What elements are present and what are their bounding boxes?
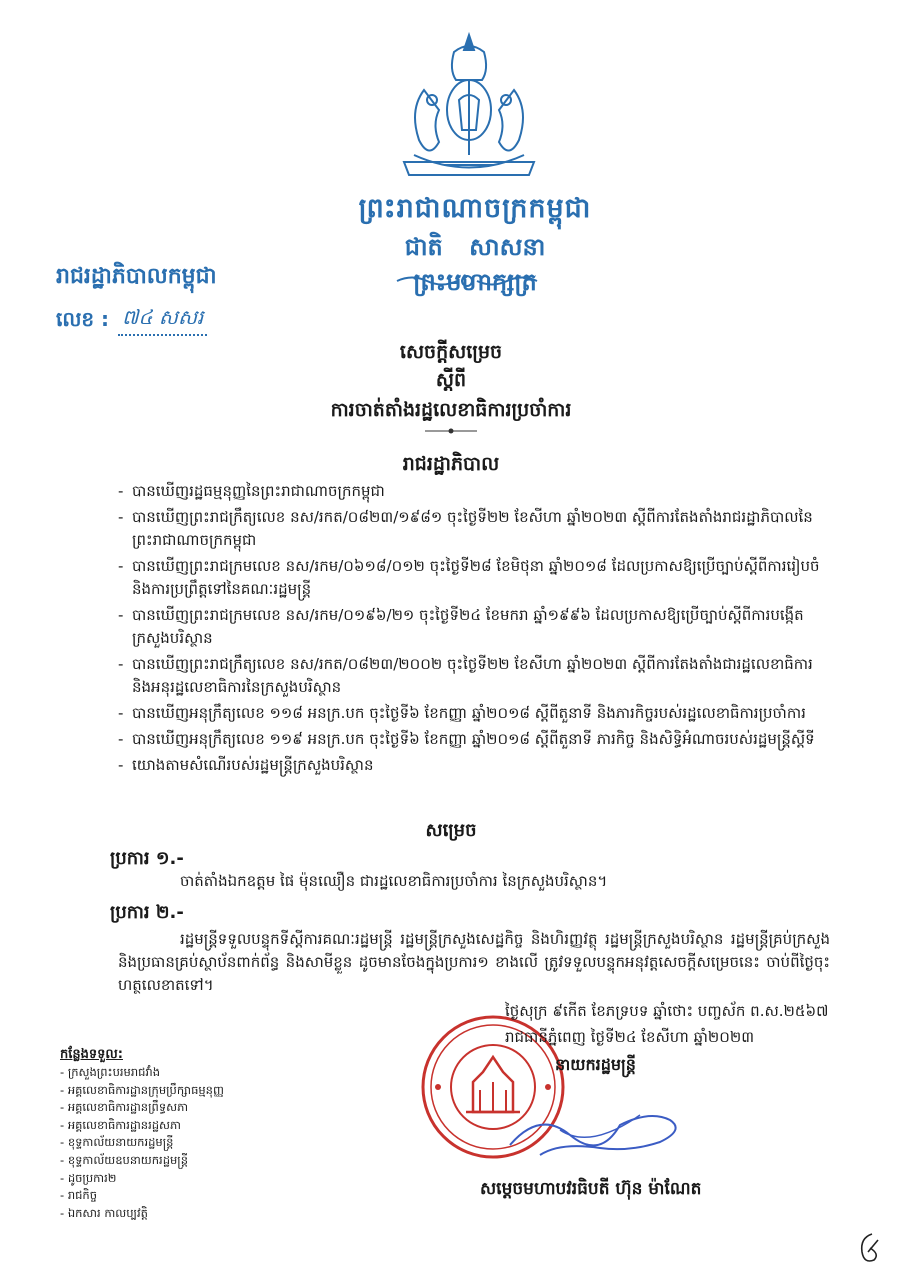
issuer-name: រាជរដ្ឋាភិបាលកម្ពុជា <box>56 264 217 289</box>
ornament-divider-icon <box>392 272 542 290</box>
recipient-item: - អគ្គលេខាធិការដ្ឋានក្រុមប្រឹក្សាធម្មនុញ្ញ <box>60 1082 224 1100</box>
recipient-item: - ក្រសួងព្រះបរមរាជវាំង <box>60 1064 224 1082</box>
signer-position: នាយករដ្ឋមន្ត្រី <box>555 1055 636 1074</box>
initial-mark <box>854 1230 882 1268</box>
recipient-item: - អគ្គលេខាធិការដ្ឋានព្រឹទ្ធសភា <box>60 1099 224 1117</box>
document-on: ស្តីពី <box>435 369 467 391</box>
considerations-list <box>118 480 838 780</box>
lunar-date: ថ្ងៃសុក្រ ៩កើត ខែភទ្របទ ឆ្នាំថោះ បញ្ចស័ក ព.ស.២៥៦៧ <box>505 1002 829 1020</box>
recipients-heading: កន្លែងទទួល: <box>60 1047 123 1062</box>
consideration-item: - បានឃើញរដ្ឋធម្មនុញ្ញនៃព្រះរាជាណាចក្រកម្ពុជា <box>118 480 838 503</box>
recipient-item: - ខុទ្ទកាល័យនាយករដ្ឋមន្ត្រី <box>60 1134 224 1152</box>
document-subject: ការចាត់តាំងរដ្ឋលេខាធិការប្រចាំការ <box>330 399 572 421</box>
recipient-item: - ខុទ្ទកាល័យឧបនាយករដ្ឋមន្ត្រី <box>60 1152 224 1170</box>
article-2-label: ប្រការ ២.- <box>110 902 184 923</box>
handwritten-signature <box>500 1090 700 1170</box>
article-1-label: ប្រការ ១.- <box>110 848 184 869</box>
recipient-item: - ឯកសារ កាលប្បវត្តិ <box>60 1205 224 1223</box>
decision-heading: សម្រេច <box>425 820 477 841</box>
solar-date: រាជធានីភ្នំពេញ ថ្ងៃទី២៤ ខែសីហា ឆ្នាំ២០២៣ <box>505 1028 755 1046</box>
consideration-item: - យោងតាមសំណើរបស់រដ្ឋមន្ត្រីក្រសួងបរិស្ថាន <box>118 754 838 777</box>
document-number-value: ៧៤ សសរ <box>118 304 207 336</box>
consideration-item: - បានឃើញព្រះរាជក្រឹត្យលេខ នស/រកត/០៨២៣/១៩៨១ ចុះថ្ងៃទី២២ ខែសីហា ឆ្នាំ២០២៣ ស្តីពីការតែងតាំងរាជរដ្ឋាភិបាលនៃព្រះរាជាណាចក្រកម្ពុជា <box>118 506 838 552</box>
consideration-item: - បានឃើញព្រះរាជក្រឹត្យលេខ នស/រកត/០៨២៣/២០០២ ចុះថ្ងៃទី២២ ខែសីហា ឆ្នាំ២០២៣ ស្តីពីការតែងតាំងជារដ្ឋលេខាធិការ និងអនុរដ្ឋលេខាធិការនៃក្រសួងបរិស្ថាន <box>118 653 838 699</box>
title-separator <box>425 427 477 435</box>
recipient-item: - រាជកិច្ច <box>60 1187 224 1205</box>
recipient-item: - អគ្គលេខាធិការដ្ឋានរដ្ឋសភា <box>60 1117 224 1135</box>
consideration-item: - បានឃើញអនុក្រឹត្យលេខ ១១៩ អនក្រ.បក ចុះថ្ងៃទី៦ ខែកញ្ញា ឆ្នាំ២០១៨ ស្តីពីតួនាទី ភារកិច្ច និងសិទ្ធិអំណាចរបស់រដ្ឋមន្ត្រីស្តីទី <box>118 728 838 751</box>
consideration-item: - បានឃើញអនុក្រឹត្យលេខ ១១៨ អនក្រ.បក ចុះថ្ងៃទី៦ ខែកញ្ញា ឆ្នាំ២០១៨ ស្តីពីតួនាទី និងភារកិច្ចរបស់រដ្ឋលេខាធិការប្រចាំការ <box>118 702 838 725</box>
consideration-item: - បានឃើញព្រះរាជក្រមលេខ នស/រកម/០៦១៨/០១២ ចុះថ្ងៃទី២៨ ខែមិថុនា ឆ្នាំ២០១៨ ដែលប្រកាសឱ្យប្រើច្បាប់ស្តីពីការរៀបចំ និងការប្រព្រឹត្តទៅនៃគណៈរដ្ឋមន្ត្រី <box>118 555 838 601</box>
article-1-text: ចាត់តាំងឯកឧត្តម ផៃ ម៉ុនឈឿន ជារដ្ឋលេខាធិការប្រចាំការ នៃក្រសួងបរិស្ថាន។ <box>180 872 608 890</box>
recipient-item: - ដូចប្រការ២ <box>60 1170 224 1188</box>
consideration-item: - បានឃើញព្រះរាជក្រមលេខ នស/រកម/០១៩៦/២១ ចុះថ្ងៃទី២៤ ខែមករា ឆ្នាំ១៩៩៦ ដែលប្រកាសឱ្យប្រើច្បាប់ស្តីពីការបង្កើតក្រសួងបរិស្ថាន <box>118 604 838 650</box>
article-2-text: រដ្ឋមន្ត្រីទទួលបន្ទុកទីស្តីការគណៈរដ្ឋមន្ត្រី រដ្ឋមន្ត្រីក្រសួងសេដ្ឋកិច្ច និងហិរញ្ញវត្ថុ រដ្ឋមន្ត្រីក្រសួងបរិស្ថាន រដ្ឋមន្ត្រីគ្រប់ក្រសួង និងប្រធានគ្រប់ស្ថាប័នពាក់ព័ន្ធ និងសាមីខ្លួន ដូចមានចែងក្នុងប្រការ១ ខាងលើ ត្រូវទទួលបន្ទុកអនុវត្តសេចក្តីសម្រេចនេះ ចាប់ពីថ្ងៃចុះហត្ថលេខាតទៅ។ <box>118 930 830 994</box>
recipients-list <box>60 1064 224 1222</box>
kingdom-title: ព្រះរាជាណាចក្រកម្ពុជា <box>358 193 592 224</box>
national-motto: ជាតិ សាសនា ព្រះមហាក្សត្រ <box>404 233 546 296</box>
authority-heading: រាជរដ្ឋាភិបាល <box>402 453 500 475</box>
royal-coat-of-arms-emblem <box>394 30 544 185</box>
signer-name: សម្តេចមហាបវរធិបតី ហ៊ុន ម៉ាណែត <box>480 1179 702 1199</box>
document-type: សេចក្តីសម្រេច <box>399 341 503 363</box>
document-number-label: លេខ : <box>56 307 110 331</box>
